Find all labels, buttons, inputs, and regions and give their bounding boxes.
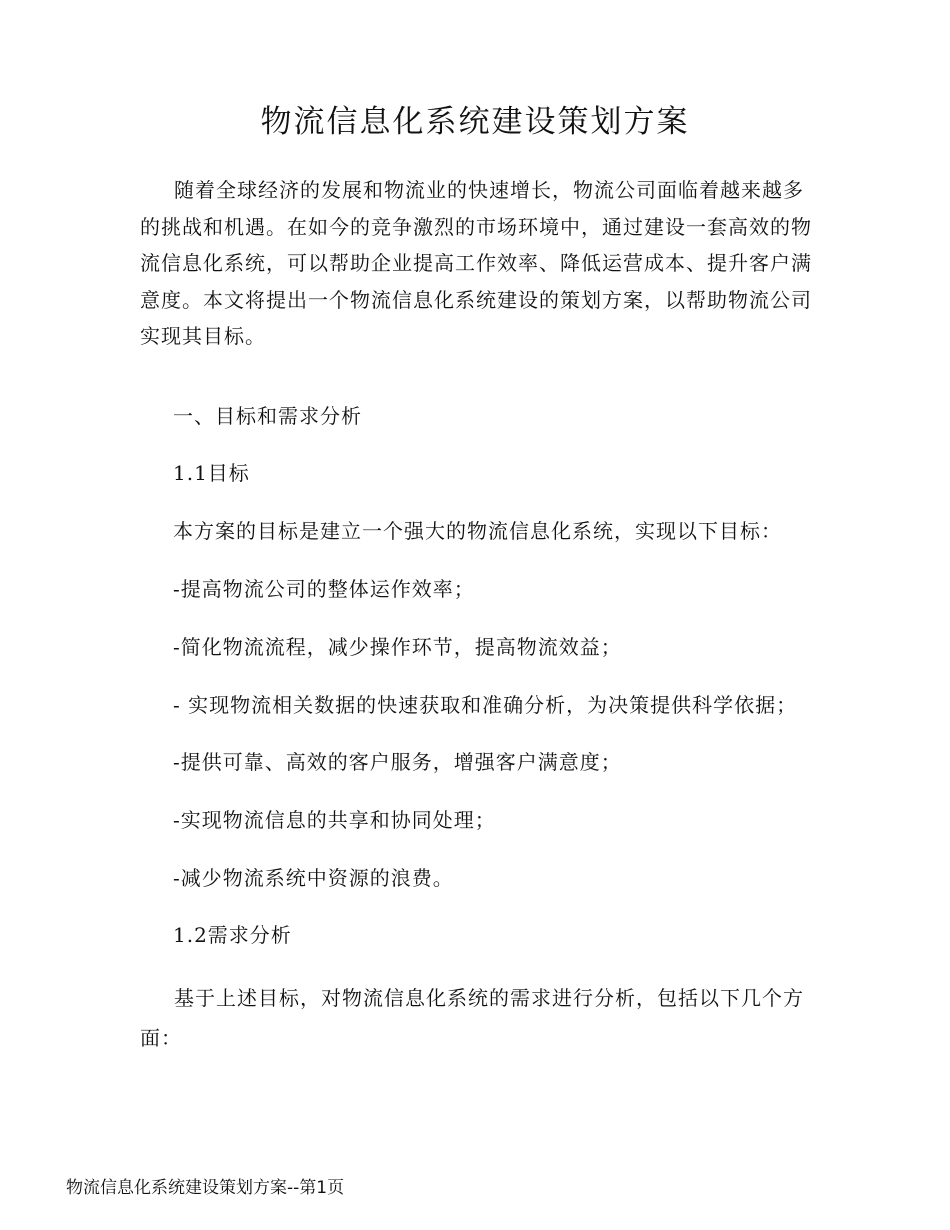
subsection-heading-goals: 1.1目标 [173, 461, 250, 485]
subsection-heading-needs: 1.2需求分析 [173, 923, 292, 947]
needs-intro-paragraph: 基于上述目标，对物流信息化系统的需求进行分析，包括以下几个方面： [140, 986, 804, 1050]
goals-intro-text: 本方案的目标是建立一个强大的物流信息化系统，实现以下目标： [173, 519, 782, 543]
goal-item: -提供可靠、高效的客户服务，增强客户满意度； [173, 750, 622, 774]
goal-item: -简化物流流程，减少操作环节，提高物流效益； [173, 635, 622, 659]
goal-item: -实现物流信息的共享和协同处理； [173, 808, 496, 832]
page-footer: 物流信息化系统建设策划方案--第1页 [66, 1178, 345, 1198]
document-title: 物流信息化系统建设策划方案 [260, 104, 690, 140]
intro-paragraph: 随着全球经济的发展和物流业的快速增长，物流公司面临着越来越多的挑战和机遇。在如今的竞争激烈的市场环境中，通过建设一套高效的物流信息化系统，可以帮助企业提高工作效率、降低运营成本、提升客户满意度。本文将提出一个物流信息化系统建设的策划方案，以帮助物流公司实现其目标。 [140, 178, 812, 348]
section-heading-goals-and-needs: 一、目标和需求分析 [173, 404, 362, 428]
goal-item: -减少物流系统中资源的浪费。 [173, 866, 454, 890]
goal-item: - 实现物流相关数据的快速获取和准确分析，为决策提供科学依据； [173, 693, 798, 717]
goal-item: -提高物流公司的整体运作效率； [173, 577, 475, 601]
